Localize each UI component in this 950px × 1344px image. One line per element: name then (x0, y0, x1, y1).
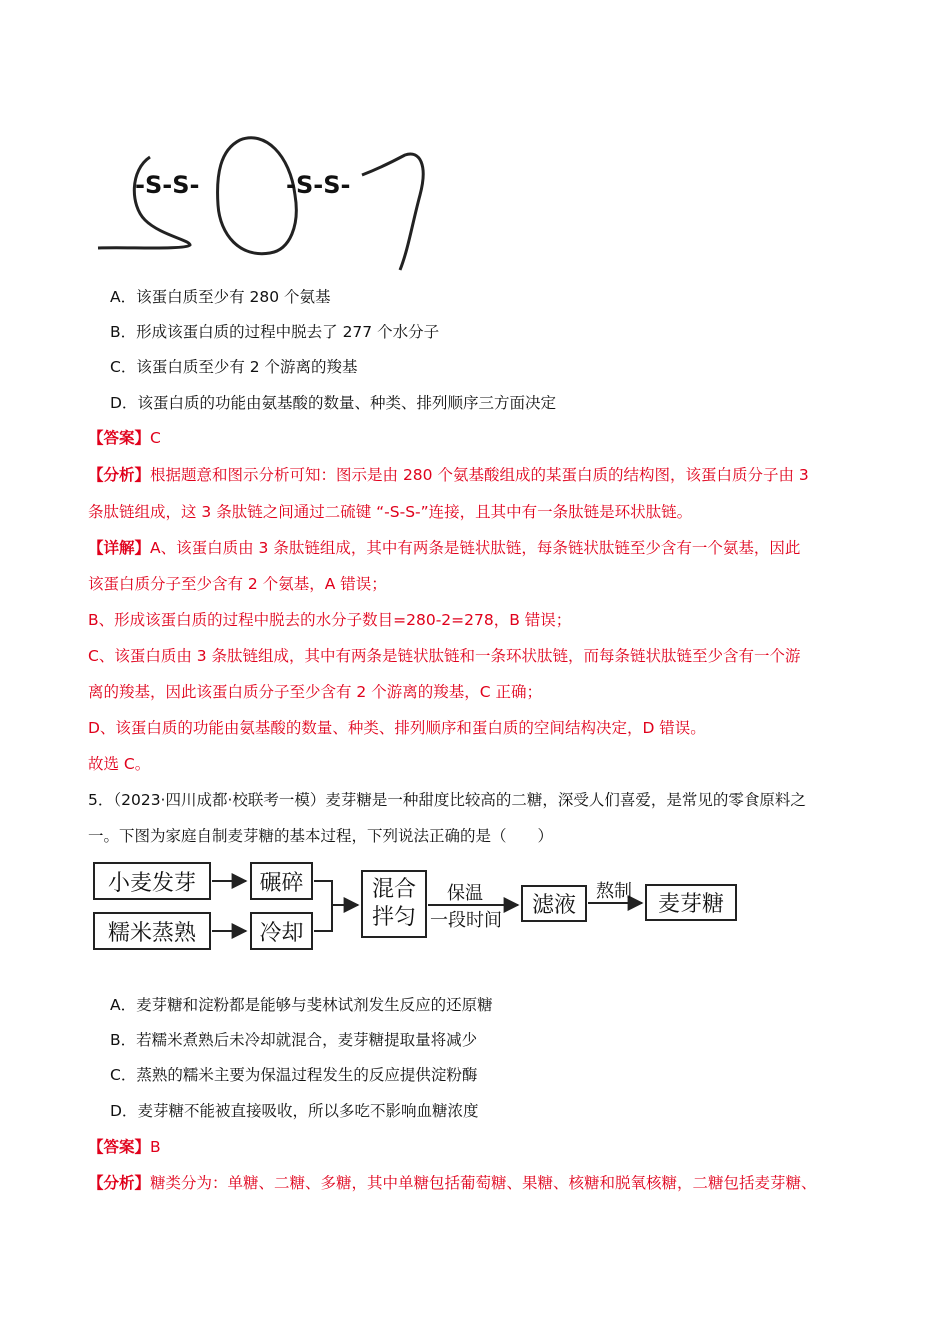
disulfide-bond-left: -S-S- (135, 171, 200, 199)
q4-detail-line-1: 【详解】A、该蛋白质由 3 条肽链组成，其中有两条是链状肽链，每条链状肽链至少含有一个氨基，因此 (88, 539, 801, 557)
flow-box-maltose: 麦芽糖 (645, 884, 737, 921)
q4-option-b: B．形成该蛋白质的过程中脱去了 277 个水分子 (110, 323, 440, 341)
q5-option-a: A．麦芽糖和淀粉都是能够与斐林试剂发生反应的还原糖 (110, 996, 493, 1014)
q4-answer: 【答案】C (88, 429, 161, 447)
flow-box-wheat-sprouting: 小麦发芽 (93, 862, 211, 900)
flow-label-boil: 熬制 (596, 881, 632, 902)
q4-option-c: C．该蛋白质至少有 2 个游离的羧基 (110, 358, 358, 376)
flow-box-steamed-rice: 糯米蒸熟 (93, 912, 211, 950)
q4-detail-line-2: 该蛋白质分子至少含有 2 个氨基，A 错误； (88, 575, 387, 593)
q4-detail-line-4: C、该蛋白质由 3 条肽链组成，其中有两条是链状肽链和一条环状肽链，而每条链状肽链至少含有一个游 (88, 647, 801, 665)
flow-label-incubate-top: 保温 (447, 883, 483, 904)
flow-box-filtrate: 滤液 (521, 885, 587, 922)
q4-analysis-line-1: 【分析】根据题意和图示分析可知：图示是由 280 个氨基酸组成的某蛋白质的结构图，该蛋白质分子由 3 (88, 466, 809, 484)
q4-detail-line-3: B、形成该蛋白质的过程中脱去的水分子数目=280-2=278，B 错误； (88, 611, 572, 629)
flow-box-mix: 混合拌匀 (361, 870, 427, 938)
q5-analysis-line-1: 【分析】糖类分为：单糖、二糖、多糖，其中单糖包括葡萄糖、果糖、核糖和脱氧核糖，二糖包括麦芽糖、 (88, 1174, 817, 1192)
q4-detail-line-6: D、该蛋白质的功能由氨基酸的数量、种类、排列顺序和蛋白质的空间结构决定，D 错误。 (88, 719, 706, 737)
flow-box-crush: 碾碎 (250, 862, 313, 900)
flow-label-incubate-bottom: 一段时间 (430, 910, 502, 931)
q4-conclusion: 故选 C。 (88, 755, 151, 773)
q5-answer: 【答案】B (88, 1138, 161, 1156)
q5-stem-line-2: 一。下图为家庭自制麦芽糖的基本过程，下列说法正确的是（ ） (88, 827, 554, 845)
disulfide-bond-right: -S-S- (286, 171, 351, 199)
q5-option-b: B．若糯米煮熟后未冷却就混合，麦芽糖提取量将减少 (110, 1031, 478, 1049)
flow-box-cool: 冷却 (250, 912, 313, 950)
q5-option-d: D．麦芽糖不能被直接吸收，所以多吃不影响血糖浓度 (110, 1102, 479, 1120)
q4-option-a: A．该蛋白质至少有 280 个氨基 (110, 288, 331, 306)
q4-detail-line-5: 离的羧基，因此该蛋白质分子至少含有 2 个游离的羧基，C 正确； (88, 683, 542, 701)
q5-option-c: C．蒸熟的糯米主要为保温过程发生的反应提供淀粉酶 (110, 1066, 478, 1084)
q5-stem-line-1: 5．（2023·四川成都·校联考一模）麦芽糖是一种甜度比较高的二糖，深受人们喜爱，是常见的零食原料之 (88, 791, 806, 809)
q4-option-d: D．该蛋白质的功能由氨基酸的数量、种类、排列顺序三方面决定 (110, 394, 556, 412)
q4-analysis-line-2: 条肽链组成，这 3 条肽链之间通过二硫键 “-S-S-”连接，且其中有一条肽链是环状肽链。 (88, 503, 693, 521)
